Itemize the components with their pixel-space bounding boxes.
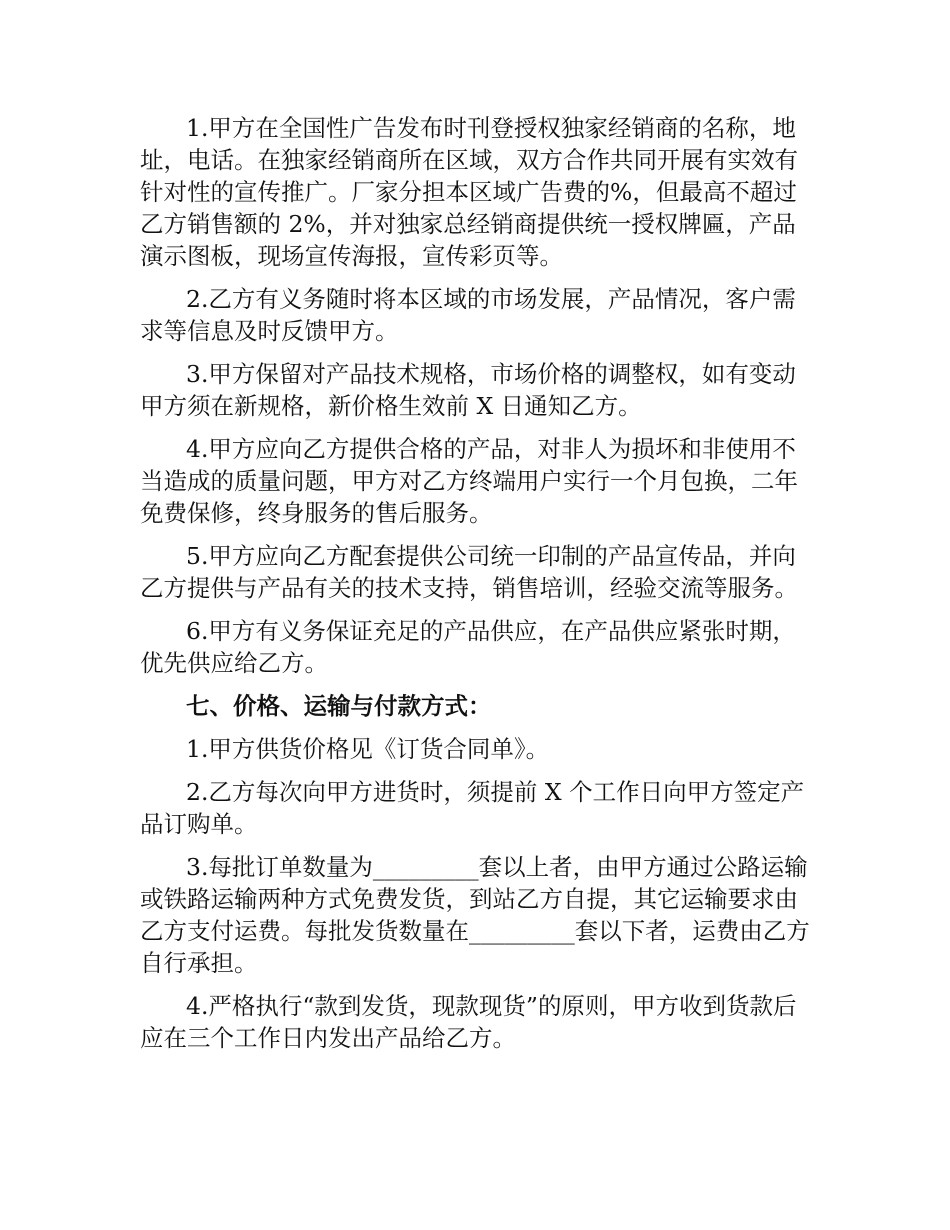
clause-paragraph: 6.甲方有义务保证充足的产品供应，在产品供应紧张时期，优先供应给乙方。 xyxy=(140,617,796,677)
document-body xyxy=(140,112,816,1065)
clause-paragraph: 1.甲方供货价格见《订货合同单》。 xyxy=(186,735,550,763)
clause-paragraph: 5.甲方应向乙方配套提供公司统一印制的产品宣传品，并向乙方提供与产品有关的技术支持，销售培训，经验交流等服务。 xyxy=(140,542,798,602)
clause-paragraph: 4.严格执行“款到发货，现款现货”的原则，甲方收到货款后应在三个工作日内发出产品给乙方。 xyxy=(140,992,797,1052)
clause-paragraph: 4.甲方应向乙方提供合格的产品，对非人为损坏和非使用不当造成的质量问题，甲方对乙方终端用户实行一个月包换，二年免费保修，终身服务的售后服务。 xyxy=(140,435,798,527)
clause-paragraph: 1.甲方在全国性广告发布时刊登授权独家经销商的名称，地址，电话。在独家经销商所在区域，双方合作共同开展有实效有针对性的宣传推广。厂家分担本区域广告费的%，但最高不超过乙方销售额的 2%，并对独家总经销商提供统一授权牌匾，产品演示图板，现场宣传海报，宣传彩页等。 xyxy=(140,114,798,270)
clause-paragraph: 3.甲方保留对产品技术规格，市场价格的调整权，如有变动甲方须在新规格，新价格生效前 X 日通知乙方。 xyxy=(140,360,796,420)
section-heading: 七、价格、运输与付款方式： xyxy=(186,692,492,720)
clause-paragraph: 2.乙方每次向甲方进货时，须提前 X 个工作日向甲方签定产品订购单。 xyxy=(140,778,805,838)
clause-paragraph: 2.乙方有义务随时将本区域的市场发展，产品情况，客户需求等信息及时反馈甲方。 xyxy=(140,285,796,345)
clause-paragraph: 3.每批订单数量为_________套以上者，由甲方通过公路运输或铁路运输两种方式免费发货，到站乙方自提，其它运输要求由乙方支付运费。每批发货数量在_________套以下者，运费由乙方自行承担。 xyxy=(140,853,810,977)
